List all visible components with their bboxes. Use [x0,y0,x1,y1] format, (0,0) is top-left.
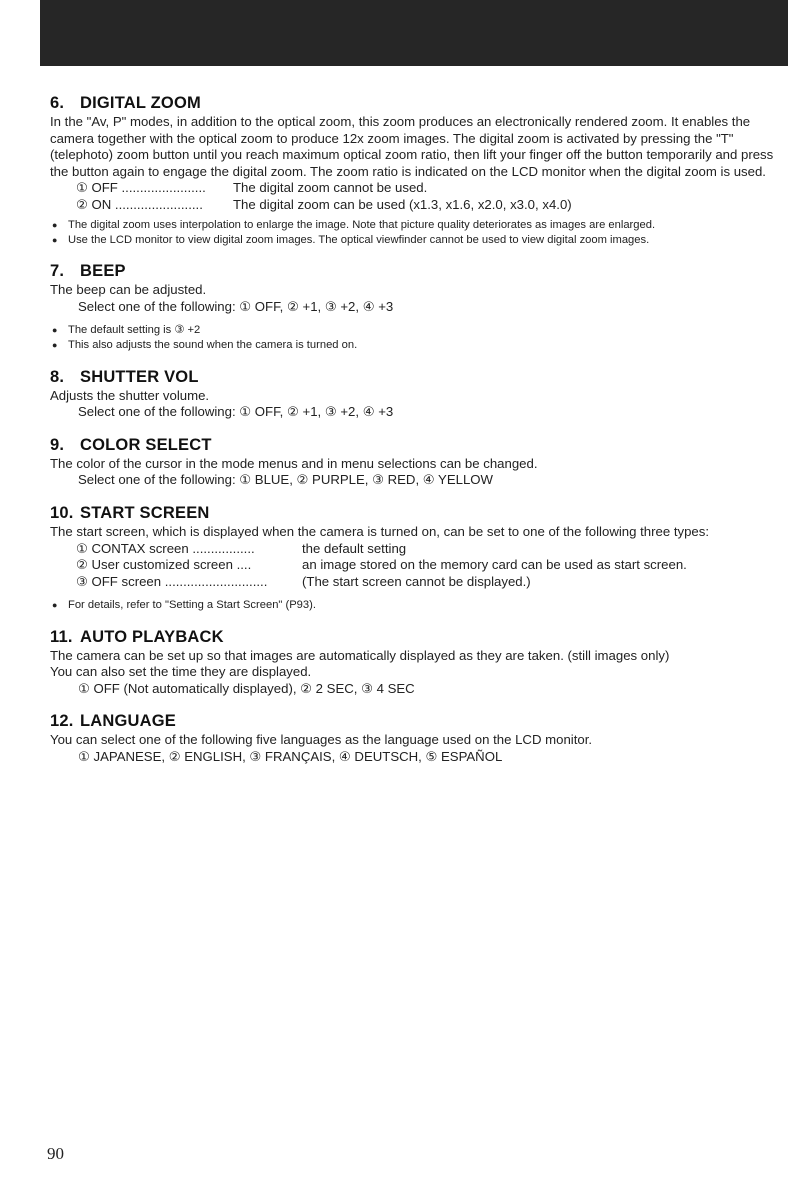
select-options: ① OFF (Not automatically displayed), ② 2 SEC, ③ 4 SEC [78,680,415,696]
section-title-text: COLOR SELECT [80,435,212,454]
note-item: ● Use the LCD monitor to view digital zoom images. The optical viewfinder cannot be used to view digital zoom images. [50,233,776,247]
note-item: ● The default setting is ③ +2 [50,323,776,337]
section-number: 7. [50,261,65,280]
section-title [50,436,776,455]
header-bar [40,0,788,66]
section-title [50,712,776,731]
option-row [50,574,776,591]
select-options: ① JAPANESE, ② ENGLISH, ③ FRANÇAIS, ④ DEUTSCH, ⑤ ESPAÑOL [78,748,503,764]
section-title-text: LANGUAGE [80,712,177,731]
section-number: 12. [50,712,74,731]
option-label: ③ OFF screen ............................ [76,573,268,589]
page-number: 90 [47,1144,64,1163]
note-item: ● This also adjusts the sound when the camera is turned on. [50,338,776,352]
manual-content [50,94,776,780]
section-title [50,368,776,387]
section-title [50,504,776,523]
section-number: 8. [50,367,65,386]
section-body: In the "Av, P" modes, in addition to the optical zoom, this zoom produces an electronically rendered zoom. It enables the camera together with the optical zoom to produce 12x zoom images. The digital zoom is activated by pressing the "T" (telephoto) zoom button until you reach maximum optical zoom ratio, then lift your finger off the button temporarily and press the button again to engage the digital zoom. The zoom ratio is indicated on the LCD monitor when the digital zoom is used. [50,114,774,179]
option-row [50,541,776,558]
option-label: ② User customized screen .... [76,557,252,573]
section-title-text: SHUTTER VOL [80,367,199,386]
section-number: 11. [50,627,73,646]
section-beep [50,262,776,353]
section-title-text: AUTO PLAYBACK [80,627,224,646]
section-auto-playback [50,628,776,698]
section-body: The camera can be set up so that images are automatically displayed as they are taken. (still images only) [50,647,670,663]
option-label: ② ON ........................ [76,196,203,212]
section-language [50,712,776,765]
option-label: ① OFF ....................... [76,180,206,196]
section-body: The beep can be adjusted. [50,281,207,297]
option-description: the default setting [302,540,407,556]
section-body: The color of the cursor in the mode menus and in menu selections can be changed. [50,455,538,471]
section-title [50,628,776,647]
note-item: ● For details, refer to "Setting a Start Screen" (P93). [50,598,776,612]
section-body: Adjusts the shutter volume. [50,387,210,403]
option-description: an image stored on the memory card can be used as start screen. [302,557,687,573]
section-title [50,94,776,113]
section-number: 6. [50,94,65,112]
option-row [50,180,776,197]
option-description: The digital zoom cannot be used. [233,180,428,196]
select-options: Select one of the following: ① OFF, ② +1, ③ +2, ④ +3 [78,404,394,420]
section-number: 10. [50,503,74,522]
option-description: (The start screen cannot be displayed.) [302,573,531,589]
option-label: ① CONTAX screen ................. [76,540,255,556]
option-row [50,197,776,214]
option-row [50,557,776,574]
notes-list [50,598,776,612]
section-body: You can select one of the following five languages as the language used on the LCD monitor. [50,732,593,748]
section-shutter-vol [50,368,776,421]
note-item: ● The digital zoom uses interpolation to enlarge the image. Note that picture quality deteriorates as images are enlarged. [50,218,776,232]
section-title-text: BEEP [80,261,126,280]
section-body-2: You can also set the time they are displayed. [50,664,312,680]
notes-list [50,323,776,352]
section-title [50,262,776,281]
section-number: 9. [50,435,65,454]
section-title-text: DIGITAL ZOOM [80,94,201,112]
section-digital-zoom [50,94,776,247]
select-options: Select one of the following: ① OFF, ② +1, ③ +2, ④ +3 [78,298,394,314]
notes-list [50,218,776,247]
section-color-select [50,436,776,489]
section-body: The start screen, which is displayed when the camera is turned on, can be set to one of the following three types: [50,523,710,539]
select-options: Select one of the following: ① BLUE, ② PURPLE, ③ RED, ④ YELLOW [78,472,494,488]
section-start-screen [50,504,776,613]
option-description: The digital zoom can be used (x1.3, x1.6, x2.0, x3.0, x4.0) [233,196,572,212]
section-title-text: START SCREEN [80,503,210,522]
